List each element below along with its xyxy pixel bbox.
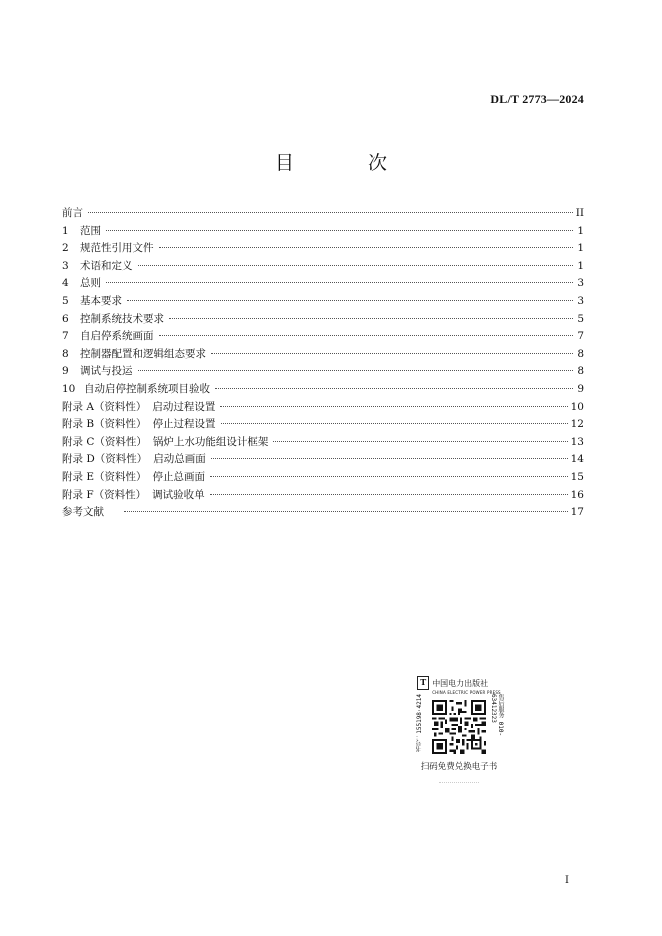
dot-leader (106, 230, 573, 231)
toc-entry-number: 6 (62, 312, 69, 325)
toc-entry-page: 9 (577, 382, 584, 395)
publisher-name-en: CHINA ELECTRIC POWER PRESS (432, 690, 501, 695)
toc-entry-page: II (575, 207, 584, 219)
toc-entry-number: 9 (62, 365, 69, 378)
dot-leader (220, 406, 567, 407)
toc-entry-number: 2 (62, 242, 69, 255)
dot-leader (88, 212, 573, 213)
toc-entry[interactable] (62, 416, 584, 434)
dot-leader (211, 458, 568, 459)
toc-entry-number: 7 (62, 330, 69, 343)
toc-entry-page: 12 (570, 418, 584, 431)
toc-entry-label: 启动过程设置 (152, 400, 216, 413)
dot-leader (127, 300, 573, 301)
toc-entry-number: 4 (62, 277, 69, 290)
toc-entry-number: 附录 D（资料性） (62, 453, 148, 466)
dot-leader (159, 247, 574, 248)
toc-entry-label: 控制系统技术要求 (80, 312, 164, 325)
toc-entry-page: 1 (577, 224, 584, 237)
toc-entry-label: 启动总画面 (153, 453, 206, 466)
page-number: I (565, 875, 569, 886)
toc-entry-number: 5 (62, 294, 69, 307)
toc-entry-number: 附录 E（资料性） (62, 470, 147, 483)
qr-caption: 扫码免费兑换电子书 (420, 762, 498, 772)
toc-entry-page: 17 (570, 506, 584, 519)
toc-entry-label: 调试验收单 (152, 488, 205, 501)
dot-leader (138, 265, 574, 266)
toc-entry[interactable] (62, 363, 584, 381)
document-code: DL/T 2773—2024 (490, 92, 584, 106)
toc-entry[interactable] (62, 293, 584, 311)
toc-entry-label: 规范性引用文件 (80, 242, 154, 255)
toc-entry[interactable] (62, 223, 584, 241)
toc-entry-page: 1 (577, 242, 584, 255)
dot-leader (210, 476, 568, 477)
qr-body (413, 692, 505, 764)
toc-entry-page: 8 (577, 365, 584, 378)
toc-entry-number: 1 (62, 224, 69, 237)
toc-entry[interactable] (62, 451, 584, 469)
publisher-logo-icon: T (417, 676, 429, 690)
toc-entry-label: 自动启停控制系统项目验收 (84, 382, 210, 395)
toc-entry-number: 10 (62, 382, 76, 395)
toc-entry-number: 附录 A（资料性） (62, 400, 147, 413)
toc-entry-page: 10 (570, 400, 584, 413)
toc-entry[interactable] (62, 381, 584, 399)
toc-entry-label: 前言 (62, 207, 83, 219)
toc-entry-page: 16 (570, 488, 584, 501)
toc-entry[interactable] (62, 487, 584, 505)
toc-entry[interactable] (62, 346, 584, 364)
toc-entry-label: 锅炉上水功能组设计框架 (152, 435, 269, 448)
service-hotline: 售后服务 010-63412323 (490, 694, 504, 737)
toc-entry[interactable] (62, 258, 584, 276)
ebook-qr-card (413, 674, 505, 785)
dot-leader (159, 335, 574, 336)
toc-entry-label: 术语和定义 (80, 259, 133, 272)
toc-entry-page: 3 (577, 277, 584, 290)
toc-entry-label: 控制器配置和逻辑组态要求 (80, 347, 206, 360)
toc-entry-number: 8 (62, 347, 69, 360)
toc-entry-page: 1 (577, 259, 584, 272)
toc-entry-number: 附录 C（资料性） (62, 435, 147, 448)
toc-entry-label: 调试与投运 (80, 365, 133, 378)
toc-entry-page: 8 (577, 347, 584, 360)
dot-leader (106, 282, 573, 283)
book-number: 书号：155198·4214 (416, 694, 423, 752)
toc-entry[interactable] (62, 240, 584, 258)
dot-leader (138, 370, 574, 371)
toc-entry-page: 3 (577, 294, 584, 307)
toc-entry[interactable] (62, 399, 584, 417)
toc-entry-page: 14 (570, 453, 584, 466)
table-of-contents (62, 205, 584, 522)
dot-leader (215, 388, 573, 389)
publisher-header (413, 674, 505, 695)
toc-entry[interactable] (62, 275, 584, 293)
toc-entry[interactable] (62, 328, 584, 346)
dot-leader (210, 494, 568, 495)
toc-title: 目 次 (274, 152, 422, 174)
toc-entry-number: 3 (62, 259, 69, 272)
toc-entry[interactable] (62, 469, 584, 487)
toc-entry-label: 范围 (80, 224, 101, 237)
toc-entry-page: 7 (577, 330, 584, 343)
toc-entry-page: 15 (570, 470, 584, 483)
toc-entry[interactable] (62, 205, 584, 223)
toc-entry-label: 参考文献 (62, 506, 104, 519)
dot-leader (211, 353, 573, 354)
toc-entry-label: 基本要求 (80, 294, 122, 307)
toc-entry-label: 自启停系统画面 (80, 330, 154, 343)
dot-leader (273, 441, 567, 442)
toc-entry-number: 附录 F（资料性） (62, 488, 147, 501)
dot-leader (221, 423, 568, 424)
toc-entry-label: 总则 (80, 277, 101, 290)
dot-leader (169, 318, 573, 319)
toc-entry[interactable] (62, 311, 584, 329)
faint-mark (439, 782, 479, 785)
toc-entry-label: 停止过程设置 (152, 418, 216, 431)
toc-entry-page: 5 (577, 312, 584, 325)
toc-entry[interactable] (62, 434, 584, 452)
qr-code-icon[interactable] (432, 700, 486, 754)
toc-entry-page: 13 (570, 435, 584, 448)
toc-entry-number: 附录 B（资料性） (62, 418, 147, 431)
toc-entry-label: 停止总画面 (152, 470, 206, 483)
dot-leader (124, 511, 568, 512)
publisher-name: 中国电力出版社 (432, 679, 489, 688)
toc-entry[interactable] (62, 504, 584, 522)
